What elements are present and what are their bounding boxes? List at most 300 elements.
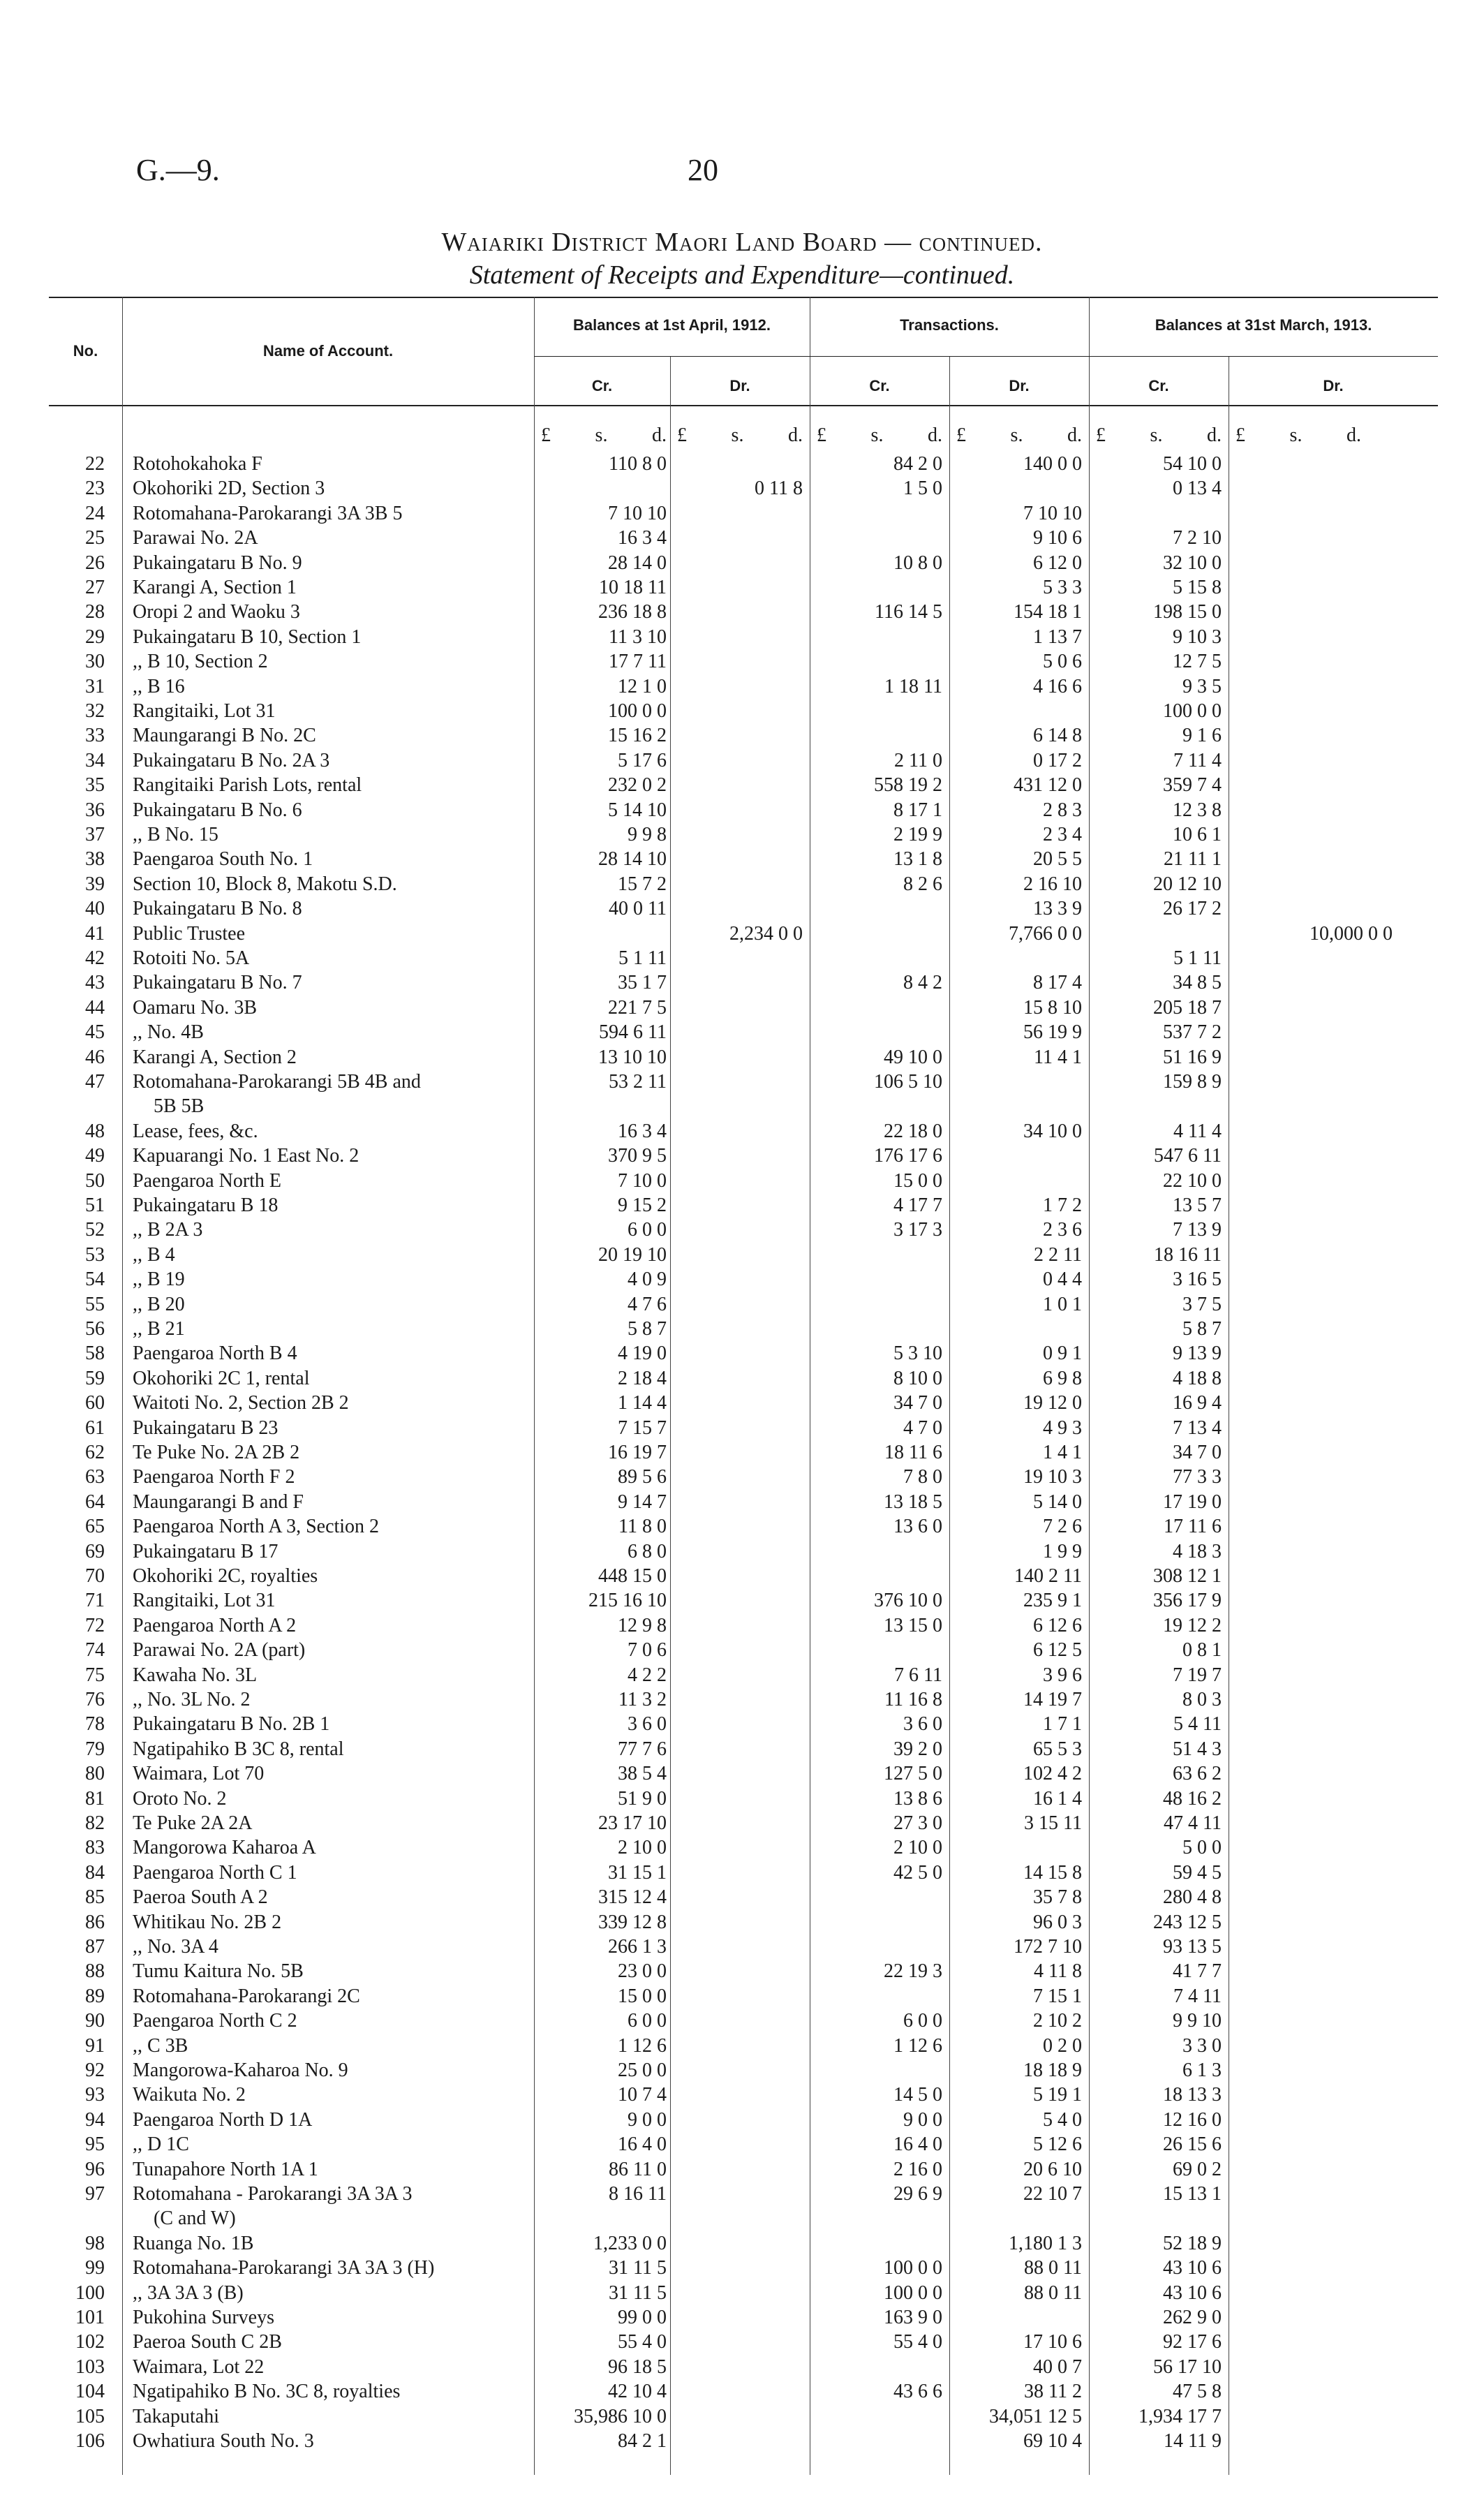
amount-b12cr: 15 16 2 <box>608 725 667 747</box>
page-reference: G.—9. <box>136 153 220 187</box>
amount-b13cr: 9 3 5 <box>1182 675 1222 697</box>
row-number: 47 <box>85 1071 105 1093</box>
page-number: 20 <box>688 153 718 187</box>
amount-b12cr: 31 15 1 <box>608 1861 667 1884</box>
amount-b12cr: 7 0 6 <box>628 1639 667 1662</box>
amount-b12cr: 40 0 11 <box>609 898 667 920</box>
amount-b13cr: 159 8 9 <box>1163 1071 1222 1093</box>
amount-tcr: 376 10 0 <box>874 1590 942 1612</box>
amount-b12cr: 7 15 7 <box>618 1417 667 1439</box>
amount-tdr: 4 9 3 <box>1043 1417 1082 1439</box>
amount-b13cr: 52 18 9 <box>1163 2232 1222 2254</box>
row-number: 89 <box>85 1985 105 2007</box>
row-number: 33 <box>85 725 105 747</box>
account-name: Mangorowa-Kaharoa No. 9 <box>133 2059 348 2081</box>
account-name: Te Puke No. 2A 2B 2 <box>133 1442 300 1463</box>
row-number: 42 <box>85 947 105 969</box>
amount-tdr: 154 18 1 <box>1014 601 1082 623</box>
amount-tcr: 15 0 0 <box>893 1169 942 1192</box>
amount-tdr: 88 0 11 <box>1024 2257 1082 2279</box>
header-no: No. <box>73 342 98 360</box>
account-name: Ruanga No. 1B <box>133 2232 254 2254</box>
amount-tdr: 1 0 1 <box>1043 1293 1082 1315</box>
row-number: 82 <box>85 1812 105 1834</box>
amount-b13cr: 7 11 4 <box>1173 749 1222 771</box>
account-name: 5B 5B <box>154 1095 205 1118</box>
currency-units <box>1236 424 1361 447</box>
row-number: 61 <box>85 1417 105 1439</box>
account-name: Pukaingataru B No. 8 <box>133 898 302 920</box>
amount-tdr: 140 0 0 <box>1023 453 1082 475</box>
amount-b12cr: 23 17 10 <box>598 1812 667 1834</box>
amount-b12cr: 594 6 11 <box>599 1021 667 1044</box>
account-name: Pukaingataru B No. 6 <box>133 799 302 821</box>
account-name: Waimara, Lot 70 <box>133 1763 265 1785</box>
account-name: Paengaroa North B 4 <box>133 1343 297 1365</box>
account-name: Paengaroa North C 1 <box>133 1861 297 1884</box>
amount-b13cr: 12 3 8 <box>1173 799 1222 821</box>
row-number: 26 <box>85 552 105 574</box>
header-dr: Dr. <box>1009 377 1030 394</box>
amount-b12cr: 448 15 0 <box>598 1565 667 1587</box>
amount-b12cr: 55 4 0 <box>618 2331 667 2353</box>
account-name: ,, No. 3L No. 2 <box>133 1689 251 1710</box>
amount-b13cr: 43 10 6 <box>1163 2282 1222 2304</box>
account-name: ,, B 10, Section 2 <box>133 651 268 673</box>
amount-tcr: 27 3 0 <box>893 1812 942 1834</box>
amount-tdr: 0 2 0 <box>1043 2034 1082 2057</box>
account-name: ,, B No. 15 <box>133 824 218 845</box>
amount-tcr: 2 19 9 <box>893 824 942 845</box>
account-name: Public Trustee <box>133 922 246 945</box>
amount-tcr: 43 6 6 <box>893 2381 942 2403</box>
amount-b13cr: 10 6 1 <box>1173 824 1222 845</box>
row-number: 101 <box>75 2307 105 2328</box>
amount-tcr: 7 8 0 <box>903 1466 942 1488</box>
amount-b12cr: 1 14 4 <box>618 1392 667 1414</box>
account-name: Pukaingataru B 17 <box>133 1540 279 1562</box>
amount-b12cr: 315 12 4 <box>598 1886 667 1909</box>
amount-tdr: 6 12 0 <box>1033 552 1082 574</box>
row-number: 83 <box>85 1837 105 1859</box>
amount-tdr: 35 7 8 <box>1033 1886 1082 1909</box>
amount-tcr: 49 10 0 <box>884 1046 942 1068</box>
amount-tdr: 2 10 2 <box>1033 2010 1082 2032</box>
row-number: 85 <box>85 1886 105 1909</box>
amount-b12cr: 5 8 7 <box>628 1318 667 1340</box>
amount-tcr: 1 18 11 <box>884 675 942 697</box>
amount-tdr: 20 5 5 <box>1033 848 1082 871</box>
amount-b13cr: 547 6 11 <box>1154 1145 1222 1167</box>
amount-tcr: 10 8 0 <box>893 552 942 574</box>
account-name: Pukaingataru B 10, Section 1 <box>133 626 362 648</box>
amount-tdr: 16 1 4 <box>1033 1787 1082 1810</box>
row-number: 84 <box>85 1861 105 1884</box>
header-transactions: Transactions. <box>900 316 999 334</box>
row-number: 40 <box>85 898 105 920</box>
amount-tdr: 7,766 0 0 <box>1009 922 1082 945</box>
amount-b12cr: 236 18 8 <box>598 601 667 623</box>
column-divider <box>949 356 950 2475</box>
amount-b12cr: 4 2 2 <box>628 1664 667 1686</box>
amount-tcr: 13 18 5 <box>884 1491 942 1513</box>
amount-tdr: 0 17 2 <box>1033 749 1082 771</box>
row-number: 60 <box>85 1392 105 1414</box>
column-divider <box>670 356 671 2475</box>
row-number: 80 <box>85 1763 105 1785</box>
amount-tcr: 8 2 6 <box>903 873 942 895</box>
amount-tdr: 5 4 0 <box>1043 2108 1082 2131</box>
account-name: Pukaingataru B No. 2A 3 <box>133 749 330 771</box>
account-name: Paengaroa North D 1A <box>133 2108 313 2131</box>
row-number: 44 <box>85 996 105 1019</box>
amount-tcr: 106 5 10 <box>874 1071 942 1093</box>
amount-tdr: 7 2 6 <box>1043 1516 1082 1538</box>
row-number: 62 <box>85 1442 105 1463</box>
amount-tdr: 6 14 8 <box>1033 725 1082 747</box>
unit-pound: £ <box>677 424 687 446</box>
amount-tcr: 13 15 0 <box>884 1614 942 1636</box>
table-header-rule <box>49 405 1438 406</box>
header-dr: Dr. <box>729 377 750 394</box>
amount-tdr: 5 3 3 <box>1043 577 1082 598</box>
row-number: 59 <box>85 1367 105 1389</box>
account-name: Okohoriki 2C 1, rental <box>133 1367 310 1389</box>
row-number: 71 <box>85 1590 105 1612</box>
amount-b12cr: 1,233 0 0 <box>593 2232 667 2254</box>
amount-tcr: 100 0 0 <box>884 2282 942 2304</box>
amount-tdr: 2 3 6 <box>1043 1219 1082 1241</box>
amount-b12cr: 11 3 10 <box>609 626 667 648</box>
amount-tdr: 34 10 0 <box>1023 1120 1082 1142</box>
account-name: Karangi A, Section 2 <box>133 1046 297 1068</box>
amount-b13cr: 5 8 7 <box>1182 1318 1222 1340</box>
account-name: Pukaingataru B 23 <box>133 1417 279 1439</box>
amount-tcr: 22 18 0 <box>884 1120 942 1142</box>
amount-b13cr: 5 15 8 <box>1173 577 1222 598</box>
ledger-table <box>49 297 1438 2482</box>
row-number: 23 <box>85 478 105 500</box>
amount-b12cr: 25 0 0 <box>618 2059 667 2081</box>
amount-b12cr: 3 6 0 <box>628 1713 667 1736</box>
amount-b12cr: 5 1 11 <box>618 947 667 969</box>
row-number: 38 <box>85 848 105 871</box>
amount-b13cr: 3 7 5 <box>1182 1293 1222 1315</box>
unit-pence: d. <box>1207 424 1222 446</box>
amount-b12cr: 84 2 1 <box>618 2430 667 2452</box>
account-name: Pukaingataru B No. 2B 1 <box>133 1713 330 1736</box>
column-divider <box>122 297 123 2475</box>
currency-units <box>1096 424 1222 447</box>
amount-b13cr: 59 4 5 <box>1173 1861 1222 1884</box>
amount-tcr: 39 2 0 <box>893 1738 942 1760</box>
row-number: 102 <box>75 2331 105 2353</box>
amount-b12cr: 15 0 0 <box>618 1985 667 2007</box>
account-name: Lease, fees, &c. <box>133 1120 258 1142</box>
amount-tdr: 20 6 10 <box>1023 2158 1082 2180</box>
amount-b12cr: 5 14 10 <box>608 799 667 821</box>
amount-tdr: 14 19 7 <box>1023 1689 1082 1710</box>
amount-tdr: 7 10 10 <box>1023 502 1082 524</box>
currency-units <box>541 424 667 447</box>
account-name: Paeroa South A 2 <box>133 1886 268 1909</box>
row-number: 106 <box>75 2430 105 2452</box>
amount-b13cr: 0 8 1 <box>1182 1639 1222 1662</box>
amount-b13cr: 100 0 0 <box>1163 700 1222 722</box>
row-number: 31 <box>85 675 105 697</box>
amount-tdr: 19 12 0 <box>1023 1392 1082 1414</box>
amount-b12cr: 77 7 6 <box>618 1738 667 1760</box>
row-number: 49 <box>85 1145 105 1167</box>
amount-b12cr: 16 3 4 <box>618 1120 667 1142</box>
unit-pound: £ <box>817 424 826 446</box>
unit-shilling: s. <box>1150 424 1163 446</box>
amount-tcr: 1 5 0 <box>903 478 942 500</box>
amount-b13cr: 9 9 10 <box>1173 2010 1222 2032</box>
account-name: ,, B 2A 3 <box>133 1219 203 1241</box>
amount-b12cr: 8 16 11 <box>609 2183 667 2205</box>
amount-b13cr: 13 5 7 <box>1173 1195 1222 1216</box>
row-number: 55 <box>85 1293 105 1315</box>
row-number: 88 <box>85 1960 105 1983</box>
amount-b13cr: 26 17 2 <box>1163 898 1222 920</box>
row-number: 76 <box>85 1689 105 1710</box>
amount-b12cr: 86 11 0 <box>609 2158 667 2180</box>
amount-tcr: 4 7 0 <box>903 1417 942 1439</box>
amount-tdr: 0 9 1 <box>1043 1343 1082 1365</box>
amount-b13dr: 10,000 0 0 <box>1309 922 1393 945</box>
amount-b12cr: 10 7 4 <box>618 2084 667 2106</box>
amount-tcr: 6 0 0 <box>903 2010 942 2032</box>
amount-tdr: 1 7 2 <box>1043 1195 1082 1216</box>
amount-b12cr: 51 9 0 <box>618 1787 667 1810</box>
amount-b13cr: 19 12 2 <box>1163 1614 1222 1636</box>
row-number: 86 <box>85 1911 105 1933</box>
account-name: Okohoriki 2D, Section 3 <box>133 478 325 500</box>
account-name: Tumu Kaitura No. 5B <box>133 1960 304 1983</box>
account-name: ,, D 1C <box>133 2133 189 2156</box>
amount-b12cr: 42 10 4 <box>608 2381 667 2403</box>
row-number: 48 <box>85 1120 105 1142</box>
row-number: 93 <box>85 2084 105 2106</box>
amount-b13cr: 4 18 3 <box>1173 1540 1222 1562</box>
amount-b12cr: 89 5 6 <box>618 1466 667 1488</box>
amount-tdr: 4 11 8 <box>1034 1960 1082 1983</box>
amount-tcr: 5 3 10 <box>893 1343 942 1365</box>
account-name: Rotomahana-Parokarangi 2C <box>133 1985 360 2007</box>
unit-pound: £ <box>956 424 966 446</box>
amount-tcr: 42 5 0 <box>893 1861 942 1884</box>
amount-b13cr: 9 10 3 <box>1173 626 1222 648</box>
row-number: 96 <box>85 2158 105 2180</box>
amount-tcr: 3 6 0 <box>903 1713 942 1736</box>
amount-tcr: 127 5 0 <box>884 1763 942 1785</box>
amount-tcr: 22 19 3 <box>884 1960 942 1983</box>
account-name: ,, C 3B <box>133 2034 188 2057</box>
account-name: Paengaroa North A 2 <box>133 1614 297 1636</box>
amount-b13cr: 3 16 5 <box>1173 1269 1222 1291</box>
amount-tdr: 2 16 10 <box>1023 873 1082 895</box>
row-number: 72 <box>85 1614 105 1636</box>
amount-tdr: 235 9 1 <box>1023 1590 1082 1612</box>
row-number: 91 <box>85 2034 105 2057</box>
amount-b13cr: 48 16 2 <box>1163 1787 1222 1810</box>
account-name: Maungarangi B and F <box>133 1491 304 1513</box>
amount-b13cr: 51 4 3 <box>1173 1738 1222 1760</box>
amount-b12cr: 2 18 4 <box>618 1367 667 1389</box>
account-name: Waimara, Lot 22 <box>133 2356 265 2378</box>
account-name: Paengaroa North C 2 <box>133 2010 297 2032</box>
amount-tcr: 8 17 1 <box>893 799 942 821</box>
row-number: 74 <box>85 1639 105 1662</box>
amount-tcr: 116 14 5 <box>875 601 942 623</box>
account-name: Rotomahana-Parokarangi 3A 3A 3 (H) <box>133 2257 435 2279</box>
amount-tdr: 140 2 11 <box>1014 1565 1082 1587</box>
amount-b12cr: 215 16 10 <box>588 1590 667 1612</box>
amount-b13cr: 7 19 7 <box>1173 1664 1222 1686</box>
currency-units <box>817 424 942 447</box>
amount-b12cr: 4 0 9 <box>628 1269 667 1291</box>
account-name: Pukaingataru B 18 <box>133 1195 279 1216</box>
amount-tdr: 5 0 6 <box>1043 651 1082 673</box>
header-dr: Dr. <box>1323 377 1344 394</box>
account-name: Rotomahana-Parokarangi 5B 4B and <box>133 1071 421 1093</box>
amount-b13cr: 20 12 10 <box>1153 873 1222 895</box>
amount-b12cr: 20 19 10 <box>598 1243 667 1266</box>
unit-pence: d. <box>652 424 667 446</box>
amount-tdr: 9 10 6 <box>1033 527 1082 549</box>
row-number: 75 <box>85 1664 105 1686</box>
unit-shilling: s. <box>1010 424 1023 446</box>
amount-b13cr: 5 1 11 <box>1173 947 1222 969</box>
amount-b13cr: 22 10 0 <box>1163 1169 1222 1192</box>
account-name: ,, B 21 <box>133 1318 185 1340</box>
amount-tcr: 11 16 8 <box>884 1689 942 1710</box>
row-number: 54 <box>85 1269 105 1291</box>
row-number: 52 <box>85 1219 105 1241</box>
amount-b13cr: 359 7 4 <box>1163 774 1222 797</box>
amount-b12cr: 16 3 4 <box>618 527 667 549</box>
amount-tcr: 55 4 0 <box>893 2331 942 2353</box>
account-name: Takaputahi <box>133 2405 219 2427</box>
amount-b12cr: 6 0 0 <box>628 1219 667 1241</box>
amount-tdr: 2 8 3 <box>1043 799 1082 821</box>
page-header <box>0 0 1484 293</box>
amount-tdr: 6 12 6 <box>1033 1614 1082 1636</box>
unit-pound: £ <box>1236 424 1245 446</box>
amount-b13cr: 0 13 4 <box>1173 478 1222 500</box>
currency-units <box>677 424 803 447</box>
account-name: Kapuarangi No. 1 East No. 2 <box>133 1145 359 1167</box>
amount-b12cr: 35 1 7 <box>618 972 667 994</box>
amount-b13cr: 16 9 4 <box>1173 1392 1222 1414</box>
amount-tdr: 6 12 5 <box>1033 1639 1082 1662</box>
amount-b13cr: 4 18 8 <box>1173 1367 1222 1389</box>
account-name: Parawai No. 2A <box>133 527 258 549</box>
row-number: 90 <box>85 2010 105 2032</box>
account-name: Section 10, Block 8, Makotu S.D. <box>133 873 397 895</box>
account-name: Rotomahana-Parokarangi 3A 3B 5 <box>133 502 403 524</box>
amount-tdr: 69 10 4 <box>1023 2430 1082 2452</box>
amount-tcr: 176 17 6 <box>874 1145 942 1167</box>
row-number: 24 <box>85 502 105 524</box>
amount-b12cr: 9 9 8 <box>628 824 667 845</box>
amount-tcr: 1 12 6 <box>893 2034 942 2057</box>
column-divider <box>534 297 535 2475</box>
amount-tcr: 2 11 0 <box>894 749 942 771</box>
amount-tcr: 8 10 0 <box>893 1367 942 1389</box>
account-name: Oamaru No. 3B <box>133 996 258 1019</box>
amount-b12cr: 6 0 0 <box>628 2010 667 2032</box>
amount-b13cr: 47 4 11 <box>1164 1812 1222 1834</box>
unit-shilling: s. <box>731 424 744 446</box>
unit-shilling: s. <box>870 424 884 446</box>
account-name: Karangi A, Section 1 <box>133 577 297 598</box>
amount-b13cr: 41 7 7 <box>1173 1960 1222 1983</box>
unit-pound: £ <box>1096 424 1106 446</box>
amount-b13cr: 356 17 9 <box>1153 1590 1222 1612</box>
amount-b12cr: 17 7 11 <box>609 651 667 673</box>
row-number: 41 <box>85 922 105 945</box>
amount-b13cr: 308 12 1 <box>1153 1565 1222 1587</box>
amount-tcr: 34 7 0 <box>893 1392 942 1414</box>
amount-tdr: 19 10 3 <box>1023 1466 1082 1488</box>
amount-b12cr: 370 9 5 <box>608 1145 667 1167</box>
amount-b12cr: 16 4 0 <box>618 2133 667 2156</box>
amount-b12cr: 9 15 2 <box>618 1195 667 1216</box>
row-number: 63 <box>85 1466 105 1488</box>
account-name: Pukaingataru B No. 7 <box>133 972 302 994</box>
account-name: ,, 3A 3A 3 (B) <box>133 2282 244 2304</box>
account-name: Owhatiura South No. 3 <box>133 2430 314 2452</box>
amount-tdr: 1 9 9 <box>1043 1540 1082 1562</box>
row-number: 51 <box>85 1195 105 1216</box>
account-name: Mangorowa Kaharoa A <box>133 1837 316 1859</box>
amount-b13cr: 47 5 8 <box>1173 2381 1222 2403</box>
amount-b12cr: 2 10 0 <box>618 1837 667 1859</box>
amount-b13cr: 280 4 8 <box>1163 1886 1222 1909</box>
amount-tcr: 163 9 0 <box>884 2307 942 2328</box>
unit-pence: d. <box>928 424 942 446</box>
account-name: ,, B 16 <box>133 675 185 697</box>
amount-tdr: 5 14 0 <box>1033 1491 1082 1513</box>
amount-tdr: 15 8 10 <box>1023 996 1082 1019</box>
amount-b13cr: 198 15 0 <box>1153 601 1222 623</box>
row-number: 105 <box>75 2405 105 2427</box>
amount-tdr: 17 10 6 <box>1023 2331 1082 2353</box>
row-number: 92 <box>85 2059 105 2081</box>
amount-tdr: 34,051 12 5 <box>989 2405 1082 2427</box>
account-name: Ngatipahiko B 3C 8, rental <box>133 1738 344 1760</box>
amount-tcr: 2 16 0 <box>893 2158 942 2180</box>
amount-b12dr: 0 11 8 <box>755 478 803 500</box>
row-number: 28 <box>85 601 105 623</box>
amount-tdr: 1 13 7 <box>1033 626 1082 648</box>
amount-tcr: 29 6 9 <box>893 2183 942 2205</box>
account-name: ,, No. 3A 4 <box>133 1936 218 1958</box>
amount-tdr: 14 15 8 <box>1023 1861 1082 1884</box>
row-number: 79 <box>85 1738 105 1760</box>
amount-tcr: 4 17 7 <box>893 1195 942 1216</box>
account-name: Parawai No. 2A (part) <box>133 1639 306 1662</box>
row-number: 70 <box>85 1565 105 1587</box>
account-name: Paeroa South C 2B <box>133 2331 282 2353</box>
amount-tdr: 1,180 1 3 <box>1009 2232 1082 2254</box>
amount-tcr: 100 0 0 <box>884 2257 942 2279</box>
amount-b12cr: 31 11 5 <box>609 2282 667 2304</box>
account-name: Oroto No. 2 <box>133 1787 227 1810</box>
account-name: ,, B 20 <box>133 1293 185 1315</box>
